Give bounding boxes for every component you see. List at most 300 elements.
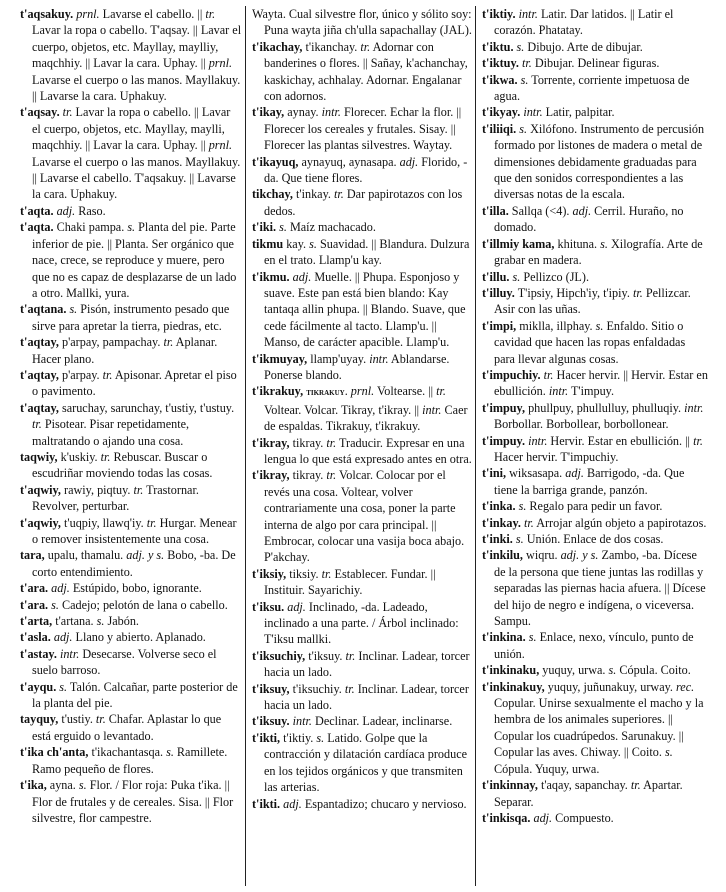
- dictionary-entry: [20, 597, 242, 613]
- grammar-label: adj.: [283, 796, 302, 811]
- grammar-label: intr.: [59, 646, 80, 661]
- entry-headword: tara,: [20, 548, 45, 563]
- grammar-label: intr.: [518, 7, 538, 21]
- dictionary-entry: [482, 810, 708, 826]
- definition-text: Cópula. Yuquy, urwa.: [494, 761, 600, 776]
- entry-headword: t'ikyay.: [482, 105, 521, 120]
- entry-headword: tayquy,: [20, 712, 59, 727]
- dictionary-entry: [482, 465, 708, 498]
- grammar-label: prnl.: [208, 138, 233, 153]
- definition-text: Copular. Unirse sexualmente el macho y la hembra de los animales superiores. || Copular los cuadrúpedos. Sarunakuy. || Copular las aves. Chiway. || Coito.: [494, 696, 704, 760]
- grammar-label: rec.: [676, 679, 695, 694]
- dictionary-entry: [482, 531, 708, 547]
- dictionary-entry: [252, 6, 472, 39]
- definition-text: Maíz machacado.: [286, 220, 376, 235]
- grammar-label: s.: [519, 121, 528, 136]
- grammar-label: s.: [96, 614, 105, 629]
- definition-text: tiksiy.: [289, 566, 322, 581]
- entry-headword: t'inki.: [482, 532, 513, 546]
- entry-headword: t'inkina.: [482, 630, 526, 645]
- entry-headword: t'ika ch'anta,: [20, 745, 89, 760]
- dictionary-entry: [482, 203, 708, 236]
- grammar-label: tr.: [32, 417, 42, 432]
- definition-text: llamp'uyay.: [310, 351, 370, 366]
- definition-text: t'uqpiy, llawq'iy.: [64, 515, 147, 530]
- dictionary-entry: [20, 219, 242, 301]
- dictionary-entry: [252, 730, 472, 796]
- entry-headword: t'aqwiy,: [20, 515, 61, 530]
- dictionary-entry: [482, 515, 708, 531]
- definition-text: Talón. Calcañar, parte posterior de la planta del pie.: [32, 679, 238, 711]
- column-divider: [245, 6, 246, 886]
- grammar-label: adj.: [292, 269, 312, 284]
- definition-text: Estúpido, bobo, ignorante.: [69, 581, 202, 596]
- dictionary-entry: [252, 219, 472, 235]
- entry-headword: t'asla.: [20, 630, 51, 645]
- grammar-label: s.: [600, 236, 608, 251]
- definition-text: t'iksuy.: [308, 648, 346, 663]
- grammar-label: adj.: [56, 203, 76, 218]
- grammar-label: intr.: [528, 433, 548, 448]
- grammar-label: intr.: [523, 105, 543, 120]
- entry-headword: t'iksuy.: [252, 714, 290, 729]
- dictionary-entry: [20, 679, 242, 712]
- entry-headword: t'impuy.: [482, 433, 526, 448]
- entry-headword: t'iktuy.: [482, 56, 519, 71]
- dictionary-entry: [252, 154, 472, 187]
- entry-headword: t'aqsay.: [20, 105, 60, 120]
- definition-text: Lavar la ropa o cabello. T'aqsay. || Lavar el cuerpo, objetos, etc. Mayllay, maylliy, maqchhiy. || Lavar la cara. Uphay. ||: [32, 23, 242, 71]
- dictionary-entry: [252, 467, 472, 565]
- definition-text: yuquy, urwa.: [542, 663, 609, 678]
- dictionary-entry: [20, 6, 242, 104]
- definition-text: t'artana.: [55, 614, 97, 629]
- entry-headword: t'impuy,: [482, 400, 526, 415]
- grammar-label: tr.: [321, 566, 332, 581]
- definition-text: Cerril. Huraño, no domado.: [494, 203, 684, 235]
- definition-text: t'ikachantasqa.: [91, 745, 167, 760]
- entry-headword: t'aqwiy,: [20, 482, 61, 497]
- grammar-label: tr.: [345, 648, 356, 663]
- dictionary-entry: [20, 777, 242, 826]
- grammar-label: s.: [595, 318, 604, 333]
- grammar-label: s.: [166, 745, 174, 760]
- dictionary-entry: [482, 679, 708, 777]
- definition-text: Ablandarse. Ponerse blando.: [264, 351, 450, 382]
- grammar-label: tr.: [133, 482, 144, 497]
- grammar-label: tr.: [524, 515, 534, 530]
- dictionary-entry: [20, 629, 242, 645]
- definition-text: Regalo para pedir un favor.: [526, 499, 663, 514]
- definition-text: Inclinado, -da. Ladeado, inclinado a una parte. / Árbol inclinado: T'iksu mallki.: [264, 599, 459, 647]
- definition-text: Rebuscar. Buscar o escudriñar moviendo todas las cosas.: [32, 449, 213, 481]
- entry-headword: t'ara.: [20, 597, 49, 612]
- definition-text: Wayta. Cual silvestre flor, único y sólito soy: Puna wayta jiña ch'ulla sapachallay (JAL).: [252, 7, 472, 38]
- dictionary-entry: [252, 186, 472, 219]
- entry-headword: t'inka.: [482, 499, 516, 514]
- dictionary-entry: [20, 580, 242, 596]
- definition-text: Aplanar. Hacer plano.: [32, 335, 218, 366]
- dictionary-entry: [20, 547, 242, 580]
- definition-text: Latido. Golpe que la contracción y dilatación cardíaca produce en los tejidos orgánicos y que transmiten las arterias.: [264, 730, 468, 795]
- definition-text: Pisotear. Pisar repetidamente, maltratando o ajando una cosa.: [32, 417, 190, 448]
- definition-text: Inclinar. Ladear, torcer hacia un lado.: [264, 648, 470, 680]
- definition-text: Hacer hervir. || Hervir. Estar en ebullición.: [494, 367, 708, 399]
- grammar-label: adj.: [399, 154, 419, 169]
- entry-headword: t'illu.: [482, 269, 510, 284]
- entry-headword: t'iki.: [252, 220, 277, 235]
- definition-text: Latir. Dar latidos. || Latir el corazón. Phatatay.: [494, 7, 674, 38]
- entry-headword: t'impi,: [482, 318, 517, 333]
- entry-headword: t'aqtay,: [20, 400, 59, 415]
- dictionary-entry: [20, 334, 242, 367]
- definition-text: Borbollar. Borbollear, borbollonear.: [494, 417, 669, 432]
- definition-text: Barrigodo, -da. Que tiene la barriga grande, panzón.: [494, 466, 685, 497]
- entry-headword: t'aqta.: [20, 220, 54, 235]
- definition-text: Establecer. Fundar. || Instituir. Sayarichiy.: [264, 566, 436, 598]
- grammar-label: intr.: [422, 402, 442, 417]
- entry-headword: taqwiy,: [20, 449, 58, 464]
- definition-text: Voltearse. ||: [374, 384, 437, 399]
- dictionary-entry: [252, 566, 472, 599]
- dictionary-entry: [482, 318, 708, 367]
- definition-text: ayna.: [49, 778, 79, 793]
- entry-headword: t'illuy.: [482, 285, 515, 300]
- definition-text: Cadejo; pelotón de lana o cabello.: [58, 597, 228, 612]
- grammar-label: prnl.: [350, 384, 375, 399]
- entry-headword: t'aqta.: [20, 203, 54, 218]
- entry-headword: t'inkilu,: [482, 548, 523, 563]
- definition-text: t'inkay.: [296, 187, 334, 202]
- entry-headword: t'ikmu.: [252, 269, 290, 284]
- grammar-label: tr.: [326, 468, 337, 483]
- grammar-label: tr.: [334, 187, 344, 202]
- definition-text: Florecer. Echar la flor. || Florecer los cereales y frutales. Sisay. || Florecer las plantas silvestres. Waytay.: [264, 105, 462, 153]
- definition-text: wiksasapa.: [509, 466, 566, 481]
- entry-headword: t'inkinaku,: [482, 663, 540, 678]
- dictionary-entry: [20, 744, 242, 777]
- definition-text: Raso.: [75, 203, 106, 218]
- entry-headword: t'inkinakuy,: [482, 679, 545, 694]
- definition-text: Xilófono. Instrumento de percusión formado por listones de madera o metal de dimensiones debidamente graduadas para que den sonidos correspondientes a las diversas notas de la escala.: [494, 121, 705, 202]
- definition-text: Ramillete. Ramo pequeño de flores.: [32, 745, 228, 776]
- definition-text: Xilografía. Arte de grabar en madera.: [494, 236, 703, 268]
- definition-text: p'arpay, pampachay.: [61, 335, 164, 350]
- entry-headword: t'inkisqa.: [482, 810, 531, 825]
- definition-text: phullpuy, phullulluy, phulluqiy.: [528, 400, 685, 415]
- definition-text: Jabón.: [104, 614, 139, 629]
- definition-text: Llano y abierto. Aplanado.: [72, 630, 206, 645]
- definition-text: Unión. Enlace de dos cosas.: [523, 532, 664, 546]
- grammar-label: adj.: [565, 466, 584, 481]
- grammar-label: s.: [78, 778, 87, 793]
- dictionary-entry: [20, 646, 242, 679]
- dictionary-entry: [20, 482, 242, 515]
- dictionary-entry: [252, 713, 472, 729]
- grammar-label: adj.: [51, 581, 70, 596]
- entry-headword: tikchay,: [252, 187, 293, 202]
- definition-text: Apartar. Separar.: [494, 778, 683, 809]
- grammar-label: prnl.: [208, 56, 233, 71]
- definition-text: Desecarse. Volverse seco el suelo barroso.: [32, 646, 217, 678]
- entry-headword: t'ayqu.: [20, 679, 57, 694]
- entry-headword: t'ikwa.: [482, 72, 518, 87]
- dictionary-entry: [20, 203, 242, 219]
- dictionary-entry: [252, 383, 472, 434]
- definition-text: Lavarse el cuerpo o las manos. Mayllakuy. || Lavarse el cabello. T'aqsakuy. || Lavarse la cara. Uphakuy.: [32, 154, 241, 202]
- definition-text: kay.: [286, 236, 310, 251]
- grammar-label: s.: [664, 745, 673, 760]
- definition-text: yuquy, juñunakuy, urway.: [547, 679, 677, 694]
- dictionary-entry: [252, 599, 472, 648]
- grammar-label: tr.: [693, 433, 703, 448]
- dictionary-entry: [252, 648, 472, 681]
- entry-headword: t'iksuchiy,: [252, 648, 306, 663]
- entry-headword: t'arta,: [20, 614, 53, 629]
- definition-text: Muelle. || Phupa. Esponjoso y suave. Este pan está bien blando: Kay tantaqa allin phupa. || Blando. Suave, que cede fácilmente al tacto. Llamp'u. || Manso, de carácter apacible. Llamp'u.: [264, 269, 466, 350]
- definition-text: Hervir. Estar en ebullición. ||: [547, 433, 694, 448]
- grammar-label: tr.: [632, 285, 643, 300]
- entry-headword: t'ikti.: [252, 796, 281, 811]
- grammar-label: intr.: [292, 714, 312, 729]
- definition-text: k'uskiy.: [60, 449, 101, 464]
- grammar-label: s.: [69, 302, 78, 317]
- definition-text: Lavarse el cuerpo o las manos. Mayllakuy. || Lavarse la cara. Uphakuy.: [32, 72, 241, 104]
- dictionary-entry: [252, 435, 472, 468]
- dictionary-entry: [482, 72, 708, 105]
- dictionary-entry: [482, 104, 708, 120]
- dictionary-entry: [482, 629, 708, 662]
- definition-text: tikray.: [292, 435, 327, 450]
- grammar-label: tr.: [326, 435, 337, 450]
- dictionary-entry: [20, 367, 242, 400]
- entry-headword: tikmu: [252, 236, 284, 251]
- grammar-label: s.: [528, 630, 537, 645]
- grammar-label: tr.: [521, 56, 532, 71]
- grammar-label: tr.: [344, 681, 355, 696]
- dictionary-entry: [482, 285, 708, 318]
- dictionary-entry: [482, 547, 708, 629]
- definition-text: Caer de espaldas. Tikrakuy, t'ikrakuy.: [264, 402, 468, 434]
- entry-headword: t'inkinnay,: [482, 778, 538, 793]
- grammar-label: adj.: [287, 599, 306, 614]
- grammar-label: tr.: [163, 335, 174, 350]
- grammar-label: adj. y s.: [560, 548, 599, 563]
- dictionary-entry: [20, 301, 242, 334]
- definition-text: khituna.: [557, 236, 601, 251]
- definition-text: Espantadizo; chucaro y nervioso.: [301, 796, 467, 811]
- grammar-label: intr.: [369, 351, 389, 366]
- definition-text: Dibujar. Delinear figuras.: [531, 56, 660, 71]
- definition-text: Bobo, -ba. De corto entendimiento.: [32, 548, 236, 579]
- grammar-label: intr.: [684, 400, 704, 415]
- dictionary-entry: [482, 39, 708, 55]
- dictionary-entry: [252, 796, 472, 812]
- grammar-label: tr.: [205, 7, 216, 21]
- entry-headword: t'ikachay,: [252, 39, 303, 54]
- dictionary-entry: [252, 39, 472, 105]
- entry-headword: t'ikrakuy,: [252, 384, 304, 399]
- definition-text: tikrakuy: [306, 387, 345, 399]
- definition-text: t'ustiy.: [61, 712, 96, 727]
- entry-headword: t'illmiy kama,: [482, 236, 555, 251]
- definition-text: Chafar. Aplastar lo que está erguido o levantado.: [32, 712, 222, 743]
- entry-headword: t'aqtay,: [20, 367, 59, 382]
- grammar-label: tr.: [146, 515, 157, 530]
- entry-headword: t'illa.: [482, 203, 509, 218]
- dictionary-entry: [20, 711, 242, 744]
- entry-headword: t'ini,: [482, 466, 507, 481]
- definition-text: Flor. / Flor roja: Puka t'ika. || Flor de frutales y de cereales. Sisa. || Flor silvestre, flor campestre.: [32, 778, 234, 825]
- definition-text: Adornar con banderines o flores. || Sañay, k'achanchay, kaskichay, achhalay. Adornar. Engalanar con adornos.: [264, 39, 468, 104]
- dictionary-entry: [252, 104, 472, 153]
- dictionary-entry: [252, 681, 472, 714]
- entry-headword: t'ikti,: [252, 730, 281, 745]
- dictionary-entry: [20, 104, 242, 202]
- definition-text: Pellizcar. Asir con las uñas.: [494, 285, 691, 317]
- definition-text: Latir, palpitar.: [542, 105, 615, 120]
- definition-text: Hacer hervir. T'impuchiy.: [494, 449, 619, 464]
- definition-text: Sallqa (<4).: [511, 203, 573, 218]
- dictionary-entry: [20, 449, 242, 482]
- dictionary-entry: [20, 515, 242, 548]
- grammar-label: s.: [51, 597, 59, 612]
- definition-text: Cópula. Coito.: [616, 663, 691, 678]
- definition-text: Traducir. Expresar en una lengua lo que está expresado antes en otra.: [264, 435, 472, 466]
- grammar-label: s.: [518, 499, 527, 514]
- definition-text: t'aqay, sapanchay.: [540, 778, 631, 793]
- definition-text: aynay.: [287, 105, 322, 120]
- entry-headword: t'inkay.: [482, 515, 521, 530]
- definition-text: tikray.: [292, 468, 327, 483]
- grammar-label: s.: [515, 532, 524, 546]
- dictionary-entry: [482, 662, 708, 678]
- definition-text: t'ikanchay.: [305, 39, 361, 54]
- entry-headword: t'iksuy,: [252, 681, 290, 696]
- definition-text: .: [344, 384, 351, 399]
- definition-text: Planta del pie. Parte inferior de pie. || Planta. Ser orgánico que nace, crece, se reproduce y muere, pero que no es capaz de desplazarse de un lado a otro. Mallki, yura.: [32, 220, 237, 300]
- definition-text: wiqru.: [526, 548, 561, 563]
- definition-text: Lavar la ropa o cabello. || Lavar el cuerpo, objetos, etc. Mayllay, maylli, maqchhiy. || Lavar la cara. Uphay. ||: [32, 105, 231, 153]
- grammar-label: tr.: [630, 778, 641, 793]
- grammar-label: tr.: [100, 449, 111, 464]
- grammar-label: tr.: [360, 39, 371, 54]
- grammar-label: intr.: [321, 105, 341, 120]
- entry-headword: t'ikray,: [252, 435, 290, 450]
- entry-headword: t'iktu.: [482, 39, 514, 54]
- column-divider: [475, 6, 476, 886]
- grammar-label: tr.: [95, 712, 106, 727]
- definition-text: Enfaldo. Sitio o cavidad que hacen las ropas enfaldadas para llevar algunas cosas.: [494, 318, 686, 366]
- dictionary-entry: [482, 121, 708, 203]
- definition-text: T'ipsiy, Hipch'iy, t'ipiy.: [517, 285, 633, 300]
- definition-text: Hurgar. Menear o remover insistentemente una cosa.: [32, 515, 237, 546]
- definition-text: Chaki pampa.: [56, 220, 128, 235]
- definition-text: rawiy, piqtuy.: [64, 482, 134, 497]
- definition-text: Suavidad. || Blandura. Dulzura en el trato. Llamp'u kay.: [264, 236, 470, 268]
- definition-text: saruchay, sarunchay, t'ustiy, t'ustuy.: [61, 400, 235, 415]
- definition-text: Torrente, corriente impetuosa de agua.: [494, 72, 690, 104]
- definition-text: Zambo, -ba. Dícese de la persona que tiene juntas las rodillas y separadas las piernas hacia afuera. || Dícese del hijo de negro e indígena, o viceversa. Sampu.: [494, 548, 706, 629]
- entry-headword: t'ikmuyay,: [252, 351, 308, 366]
- entry-headword: t'aqsakuy.: [20, 7, 74, 21]
- definition-text: upalu, thamalu.: [47, 548, 127, 563]
- grammar-label: prnl.: [76, 7, 100, 21]
- definition-text: Pisón, instrumento pesado que sirve para apretar la tierra, piedras, etc.: [32, 302, 230, 333]
- grammar-label: s.: [59, 679, 68, 694]
- entry-headword: t'iliiqi.: [482, 121, 517, 136]
- grammar-label: adj. y s.: [126, 548, 165, 563]
- definition-text: Lavarse el cabello. ||: [99, 7, 206, 21]
- dictionary-entry: [252, 236, 472, 269]
- dictionary-column-1: [20, 6, 242, 826]
- definition-text: Compuesto.: [552, 810, 614, 825]
- definition-text: T'impuy.: [568, 384, 615, 399]
- dictionary-entry: [20, 400, 242, 449]
- entry-headword: t'impuchiy.: [482, 367, 541, 382]
- grammar-label: s.: [309, 236, 317, 251]
- dictionary-entry: [482, 55, 708, 71]
- dictionary-entry: [482, 433, 708, 466]
- definition-text: Enlace, nexo, vínculo, punto de unión.: [494, 630, 694, 661]
- entry-headword: t'aqtana.: [20, 302, 67, 317]
- dictionary-entry: [252, 351, 472, 384]
- definition-text: miklla, illphay.: [519, 318, 596, 333]
- definition-text: Dibujo. Arte de dibujar.: [524, 39, 643, 54]
- dictionary-entry: [252, 269, 472, 351]
- entry-headword: t'iksiy,: [252, 566, 287, 581]
- entry-headword: t'ikray,: [252, 468, 290, 483]
- grammar-label: tr.: [102, 367, 113, 382]
- definition-text: Volcar. Colocar por el revés una cosa. Voltear, volver contrariamente una cosa, poner la parte interna de algo por cara principal. || Embrocar, colocar una vasija boca abajo. P'akchay.: [264, 468, 465, 565]
- definition-text: aynayuq, aynasapa.: [301, 154, 400, 169]
- grammar-label: s.: [316, 730, 325, 745]
- grammar-label: s.: [127, 220, 136, 235]
- dictionary-entry: [482, 269, 708, 285]
- dictionary-entry: [482, 236, 708, 269]
- dictionary-entry: [482, 400, 708, 433]
- definition-text: Dar papirotazos con los dedos.: [264, 187, 463, 218]
- grammar-label: adj.: [533, 810, 553, 825]
- entry-headword: t'aqtay,: [20, 335, 59, 350]
- dictionary-column-3: [482, 6, 708, 826]
- dictionary-entry: [482, 777, 708, 810]
- entry-headword: t'astay.: [20, 646, 57, 661]
- definition-text: t'iktiy.: [283, 730, 317, 745]
- definition-text: Arrojar algún objeto a papirotazos.: [533, 515, 707, 530]
- dictionary-entry: [482, 6, 708, 39]
- grammar-label: tr.: [62, 105, 73, 120]
- dictionary-entry: [482, 367, 708, 400]
- grammar-label: adj.: [572, 203, 592, 218]
- definition-text: Apisonar. Apretar el piso o pavimento.: [32, 367, 237, 399]
- entry-headword: t'iktiy.: [482, 7, 516, 21]
- grammar-label: intr.: [548, 384, 569, 399]
- grammar-label: adj.: [53, 630, 73, 645]
- definition-text: Inclinar. Ladear, torcer hacia un lado.: [264, 681, 469, 713]
- definition-text: Florido, -da. Que tiene flores.: [264, 154, 468, 186]
- grammar-label: s.: [512, 269, 521, 284]
- dictionary-entry: [20, 613, 242, 629]
- grammar-label: s.: [516, 39, 525, 54]
- entry-headword: t'ikay,: [252, 105, 285, 120]
- grammar-label: s.: [608, 663, 617, 678]
- entry-headword: t'iksu.: [252, 599, 285, 614]
- definition-text: Declinar. Ladear, inclinarse.: [311, 714, 453, 729]
- grammar-label: s.: [279, 220, 287, 235]
- entry-headword: t'ikayuq,: [252, 154, 299, 169]
- grammar-label: tr.: [543, 367, 554, 382]
